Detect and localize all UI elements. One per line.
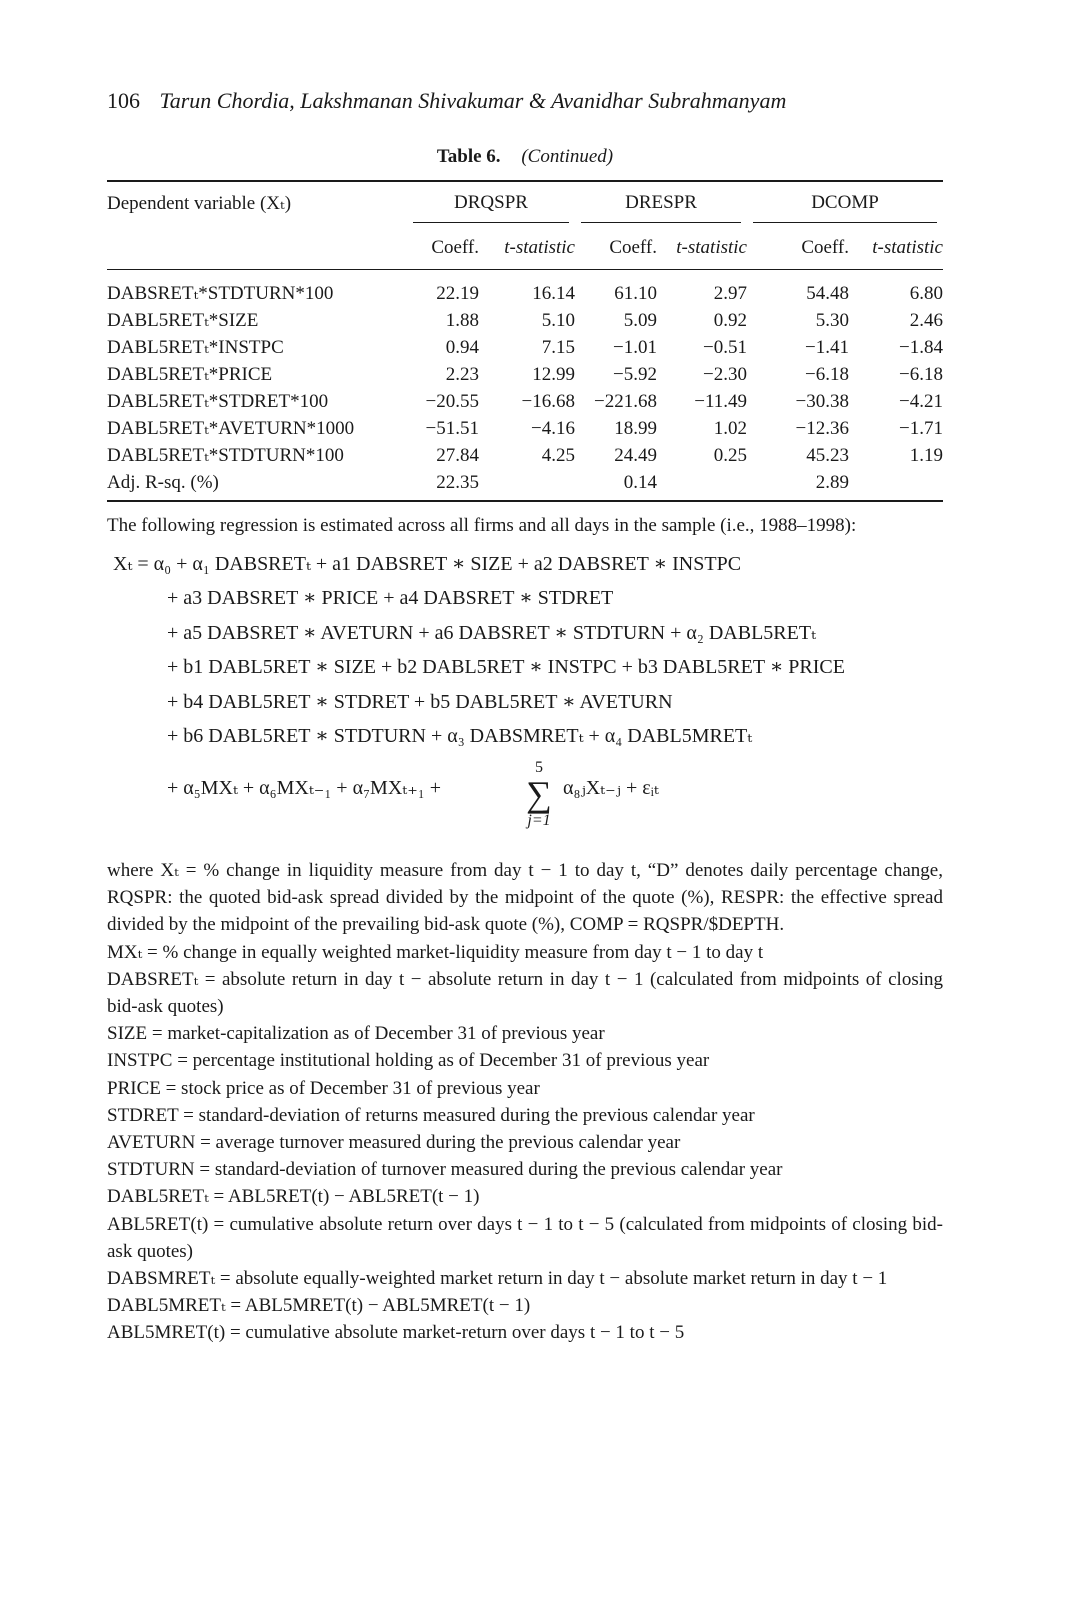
equation-line: + a3 DABSRET ∗ PRICE + a4 DABSRET ∗ STDRET	[167, 587, 614, 609]
t-statistic-cell: −4.16	[531, 418, 575, 439]
table-continued-note: (Continued)	[521, 146, 614, 167]
subheader-coeff: Coeff.	[407, 231, 479, 270]
coeff-cell: 1.88	[445, 310, 479, 331]
summation-lower-limit: j=1	[527, 812, 551, 829]
table-caption	[107, 144, 943, 170]
page-number: 106	[107, 88, 140, 113]
coeff-cell: −5.92	[613, 364, 657, 385]
equation-line: + α₅MXₜ + α₆MXₜ₋₁ + α₇MXₜ₊₁ +	[167, 777, 442, 799]
t-statistic-cell: 2.97	[713, 283, 747, 304]
coeff-cell: −1.01	[613, 337, 657, 358]
row-label: Adj. R-sq. (%)	[107, 469, 407, 501]
t-statistic-cell	[849, 469, 943, 501]
variable-definition: DABL5RETₜ = ABL5RET(t) − ABL5RET(t − 1)	[107, 1186, 480, 1208]
coeff-cell: 2.23	[445, 364, 479, 385]
variable-definition: DABSRETₜ = absolute return in day t − absolute return in day t − 1 (calculated from midpoints of closing bid-ask quotes)	[107, 968, 943, 1018]
dependent-variable-header: Dependent variable (Xₜ)	[107, 181, 407, 231]
t-statistic-cell: 0.25	[713, 445, 747, 466]
table-subheader-row	[107, 231, 943, 270]
row-label: DABL5RETₜ*STDTURN*100	[107, 445, 344, 466]
page	[107, 86, 943, 1347]
table-row	[107, 307, 943, 334]
summation-sigma: ∑	[526, 774, 552, 814]
t-statistic-cell: 12.99	[532, 364, 575, 385]
equation-line: + b1 DABL5RET ∗ SIZE + b2 DABL5RET ∗ INSTPC + b3 DABL5RET ∗ PRICE	[167, 656, 845, 678]
row-label: DABL5RETₜ*PRICE	[107, 364, 273, 385]
row-label: DABL5RETₜ*AVETURN*1000	[107, 418, 355, 439]
coeff-cell: 0.94	[445, 337, 479, 358]
table-row	[107, 361, 943, 388]
table-row	[107, 270, 943, 308]
variable-definition: ABL5MRET(t) = cumulative absolute market-return over days t − 1 to t − 5	[107, 1322, 685, 1344]
t-statistic-cell: 1.19	[909, 445, 943, 466]
group-header-drespr: DRESPR	[575, 181, 747, 231]
variable-definitions	[107, 857, 943, 1347]
coeff-cell: −221.68	[594, 391, 657, 412]
subheader-t-statistic: t-statistic	[849, 231, 943, 270]
t-statistic-cell: −0.51	[703, 337, 747, 358]
group-header-dcomp: DCOMP	[747, 181, 943, 231]
table-body	[107, 270, 943, 502]
t-statistic-cell: 16.14	[532, 283, 575, 304]
regression-equation	[107, 551, 943, 851]
variable-definition: STDRET = standard-deviation of returns measured during the previous calendar year	[107, 1104, 755, 1126]
t-statistic-cell: 1.02	[713, 418, 747, 439]
coeff-cell: 22.35	[407, 469, 479, 501]
t-statistic-cell: 0.92	[713, 310, 747, 331]
coeff-cell: −30.38	[795, 391, 849, 412]
table-label: Table 6.	[436, 146, 501, 167]
variable-definition: AVETURN = average turnover measured during the previous calendar year	[107, 1132, 681, 1154]
coeff-cell: 61.10	[614, 283, 657, 304]
coeff-cell: 0.14	[575, 469, 657, 501]
running-head	[107, 86, 943, 116]
t-statistic-cell: −11.49	[694, 391, 747, 412]
variable-definition: STDTURN = standard-deviation of turnover measured during the previous calendar year	[107, 1159, 783, 1181]
t-statistic-cell: 2.46	[909, 310, 943, 331]
t-statistic-cell: −1.84	[899, 337, 943, 358]
summation-upper-limit: 5	[535, 759, 543, 776]
regression-table	[107, 180, 943, 502]
subheader-coeff: Coeff.	[575, 231, 657, 270]
variable-definition: SIZE = market-capitalization as of December 31 of previous year	[107, 1023, 605, 1045]
equation-line: Xₜ = α₀ + α₁ DABSRETₜ + a1 DABSRET ∗ SIZE + a2 DABSRET ∗ INSTPC	[113, 553, 742, 575]
group-header-drqspr: DRQSPR	[407, 181, 575, 231]
coeff-cell: 54.48	[806, 283, 849, 304]
table-row	[107, 388, 943, 415]
variable-definition: DABL5MRETₜ = ABL5MRET(t) − ABL5MRET(t − 1)	[107, 1295, 531, 1317]
t-statistic-cell	[657, 469, 747, 501]
coeff-cell: −1.41	[805, 337, 849, 358]
t-statistic-cell: −2.30	[703, 364, 747, 385]
variable-definition: PRICE = stock price as of December 31 of previous year	[107, 1077, 540, 1099]
t-statistic-cell: −4.21	[899, 391, 943, 412]
table-row	[107, 442, 943, 469]
equation-line: + b6 DABL5RET ∗ STDTURN + α₃ DABSMRETₜ + α₄ DABL5MRETₜ	[167, 725, 753, 747]
subheader-t-statistic: t-statistic	[479, 231, 575, 270]
summation-symbol	[519, 759, 559, 831]
subheader-t-statistic: t-statistic	[657, 231, 747, 270]
variable-definition: ABL5RET(t) = cumulative absolute return over days t − 1 to t − 5 (calculated from midpoints of closing bid-ask quotes)	[107, 1213, 943, 1262]
t-statistic-cell: 4.25	[541, 445, 575, 466]
variable-definition: INSTPC = percentage institutional holding as of December 31 of previous year	[107, 1050, 710, 1072]
coeff-cell: −20.55	[425, 391, 479, 412]
t-statistic-cell: −16.68	[521, 391, 575, 412]
regression-intro: The following regression is estimated across all firms and all days in the sample (i.e., 1988–1998):	[107, 515, 857, 536]
coeff-cell: −6.18	[805, 364, 849, 385]
equation-line: + b4 DABL5RET ∗ STDRET + b5 DABL5RET ∗ AVETURN	[167, 691, 673, 713]
t-statistic-cell: −6.18	[899, 364, 943, 385]
row-label: DABL5RETₜ*STDRET*100	[107, 391, 329, 412]
coeff-cell: 27.84	[436, 445, 479, 466]
running-head-authors: Tarun Chordia, Lakshmanan Shivakumar & Avanidhar Subrahmanyam	[159, 88, 787, 113]
coeff-cell: −12.36	[795, 418, 849, 439]
coeff-cell: 5.09	[623, 310, 657, 331]
variable-definition: DABSMRETₜ = absolute equally-weighted market return in day t − absolute market return in day t − 1	[107, 1268, 888, 1290]
coeff-cell: 22.19	[436, 283, 479, 304]
t-statistic-cell: 6.80	[909, 283, 943, 304]
row-label: DABSRETₜ*STDTURN*100	[107, 283, 334, 304]
row-label: DABL5RETₜ*SIZE	[107, 310, 259, 331]
row-label: DABL5RETₜ*INSTPC	[107, 337, 284, 358]
t-statistic-cell: −1.71	[899, 418, 943, 439]
definitions-intro: where Xₜ = % change in liquidity measure from day t − 1 to day t, “D” denotes daily percentage change, RQSPR: the quoted bid-ask spread divided by the midpoint of the quote (%), RESPR: the effective spread divided by the midpoint of the prevailing bid-ask quote (%), COMP = RQSPR/$DEPTH.	[107, 860, 943, 936]
coeff-cell: 24.49	[614, 445, 657, 466]
coeff-cell: 18.99	[614, 418, 657, 439]
table-row	[107, 415, 943, 442]
table-group-header-row	[107, 181, 943, 231]
table-row	[107, 469, 943, 501]
coeff-cell: −51.51	[425, 418, 479, 439]
equation-line: + a5 DABSRET ∗ AVETURN + a6 DABSRET ∗ STDTURN + α₂ DABL5RETₜ	[167, 622, 816, 644]
variable-definition: MXₜ = % change in equally weighted market-liquidity measure from day t − 1 to day t	[107, 941, 764, 963]
equation-line: α₈ⱼXₜ₋ⱼ + εᵢₜ	[563, 777, 659, 799]
t-statistic-cell: 5.10	[541, 310, 575, 331]
coeff-cell: 2.89	[747, 469, 849, 501]
t-statistic-cell: 7.15	[541, 337, 575, 358]
coeff-cell: 45.23	[806, 445, 849, 466]
subheader-coeff: Coeff.	[747, 231, 849, 270]
t-statistic-cell	[479, 469, 575, 501]
coeff-cell: 5.30	[815, 310, 849, 331]
table-row	[107, 334, 943, 361]
